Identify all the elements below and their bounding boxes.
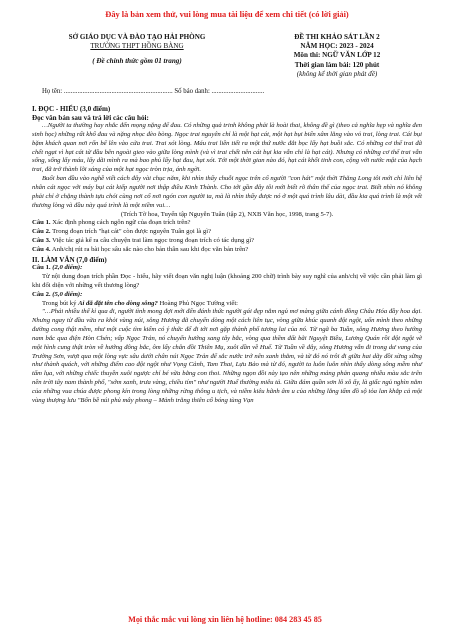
time-limit: Thời gian làm bài: 120 phút xyxy=(294,60,380,69)
exam-header xyxy=(32,33,422,79)
question-2 xyxy=(32,228,422,237)
preview-banner: Đây là bản xem thử, vui lòng mua tài liệu để xem chi tiết (có lời giải) xyxy=(105,10,349,19)
question-3 xyxy=(32,237,422,246)
passage-paragraph-2: Buổi ban đầu vào nghề viết cách đây vài chục năm, khi nhìn thấy chuỗi ngọc trên cổ người "con hát" một thời Thăng Long tôi mới chỉ liên hệ nhân cát ngọc với máy bụi cát kiếp người nơi thập điều Kinh Thành. Cho tới gần đây tôi mới biết rõ thân thế của ngọc trai. Biết nhìn nó không phải chỉ ở chặng thành tựu chói cùng nơi cổ nơi ngón con người ta, mà là nhìn thấy được nó ở một quá trình lâu dài, đầu kia quá trình là một vết thương lòng và đầu này quá trình là một niềm vui… xyxy=(32,175,422,209)
question-label: Câu 4. xyxy=(32,246,51,254)
essay-question-1-text: Từ nội dung đoạn trích phần Đọc - hiểu, hãy viết đoạn văn nghị luận (khoảng 200 chữ) trình bày suy nghĩ của anh/chị về việc cần phải làm gì khi đối diện với những vết thương lòng? xyxy=(32,272,422,289)
essay-question-1-heading xyxy=(32,264,422,273)
question-text: Việc tác giả kể ra câu chuyện trai làm ngọc trong đoạn trích có tác dụng gì? xyxy=(50,237,255,245)
question-label: Câu 2. xyxy=(32,228,51,236)
question-label: Câu 2. xyxy=(32,290,51,298)
passage-source: (Trích Tờ hoa, Tuyển tập Nguyễn Tuân (tập 2), NXB Văn học, 1998, trang 5-7). xyxy=(120,210,334,218)
question-points: (2,0 điểm): xyxy=(52,264,83,271)
question-4 xyxy=(32,246,422,255)
header-right xyxy=(252,33,422,79)
question-text: Trong đoạn trích "hạt cát" còn được nguyên Tuân gọi là gì? xyxy=(50,228,212,236)
question-text: Xác định phong cách ngôn ngữ của đoạn trích trên? xyxy=(50,219,191,227)
essay-quote: "…Phải nhiều thế kỉ qua đi, người tình mong đợi mới đến đánh thức người gái đẹp nằm ngủ mơ màng giữa cánh đồng Châu Hóa đầy hoa dại. Nhưng ngay từ đầu vừa ra khỏi vùng núi, sông Hương đã chuyển dòng một cách liên tục, vòng giữa khúc quanh đột ngột, uốn mình theo những đường cong thật mềm, như một cuộc tìm kiếm có ý thức để đi tới nơi gặp thành phố tương lai của nó. Từ ngã ba Tuần, sông Hương theo hướng nam bắc qua điện Hòn Chén; vấp Ngọc Trản, nó chuyển hướng sang tây bắc, vòng qua thềm đất bãi Nguyệt Biều, Lương Quán rồi đột ngột vẽ một hình cung thật tròn về hướng đông bắc, ôm lấy chân đồi Thiên Mụ, xuôi dần về Huế. Từ Tuần về đây, sông Hương vẫn đi trong dư vang của Trường Sơn, vượt qua một lòng vực sâu dưới chân núi Ngọc Trản để sắc nước trở nên xanh thẳm, và từ đó nó trôi đi giữa hai dãy đồi sừng sững như thành quách, với những điểm cao đột ngột như Vọng Cảnh, Tam Thai, Lựu Bảo mà từ đó, người ta luôn luôn nhìn thấy dòng sông mềm như tấm lụa, với những chiếc thuyền xuôi ngược chỉ bé vừa bằng con thoi. Những ngọn đồi này tạo nên những mảng phản quang nhiều màu sắc trên nền trời tây nam thành phố, "sớm xanh, trưa vàng, chiều tím" như người Huế thường miêu tả. Giữa đám quần sơn lô xô ấy, là giấc ngủ nghìn năm của những vua chúa được phong kín trong lòng những rừng thông u tịch, và niềm kiêu hãnh âm u của những lăng tẩm đồ sộ tỏa lan khắp cả một vùng thượng lưu "Bốn bề núi phủ mây phong – Mảnh trăng thiên cổ bóng tùng Vạn xyxy=(32,308,422,404)
exam-title: ĐỀ THI KHẢO SÁT LẦN 2 xyxy=(294,33,380,41)
part1-title: I. ĐỌC - HIỂU (3,0 điểm) xyxy=(32,105,111,114)
time-note: (không kể thời gian phát đề) xyxy=(296,69,378,78)
intro-text: Hoàng Phủ Ngọc Tường viết: xyxy=(157,299,239,307)
work-title: Ai đã đặt tên cho dòng sông? xyxy=(78,299,158,307)
part1-instruction: Đọc văn bản sau và trả lời các câu hỏi: xyxy=(32,114,149,123)
department-name: SỞ GIÁO DỤC VÀ ĐÀO TẠO HẢI PHÒNG xyxy=(68,33,206,41)
essay-question-2-intro xyxy=(32,300,422,309)
essay-question-2-heading xyxy=(32,291,422,300)
school-name: TRƯỜNG THPT HỒNG BÀNG xyxy=(90,42,184,51)
subject: Môn thi: NGỮ VĂN LỚP 12 xyxy=(293,51,381,60)
candidate-line: Họ tên: ................................................................ Số báo danh: ............................... xyxy=(42,88,265,96)
question-1 xyxy=(32,219,422,228)
part2-title: II. LÀM VĂN (7,0 điểm) xyxy=(32,256,107,264)
header-left xyxy=(32,33,242,79)
passage-paragraph-1: …Người ta thường hay nhắc đến mọng nặng để đau. Có những quả trinh không phải là hoài thai, không đề gì (theo cả nghĩa hẹp và nghĩa đen sinh học) những rất khổ đau và nặng nhọc đèo bòng. Ngọc trai nguyên chỉ là một hạt cát, một hạt bụi biển xâm lăng vào vỏ trai, lòng trai. Cái bụi bặm khách quan nơi rốn bể lên vào cửa trai. Trai xót lòng. Máu trai liền tiết ra một thứ nước đắt bọc lấy hạt buồi sắc. Có những cơ thể trai đã chết ngạt vì hạt cát từ đầu bên ngoài gieo vào giữa lòng mình (và vì trai chết nên cát bụi kia vẫn chỉ là hạt cát). Nhưng có những cơ thể trai vẫn sống, sống lấy máu, lấy dãi mình ra mà bao phủ lấy hạt đau, hạt xót. Tới một thời gian nào đó, hạt cát khối tinh con, cộng với nước mật của hạch trai, đã trở thành lõi sáng của một hạt ngọc tròn trịa, ánh ngời. xyxy=(32,122,422,174)
question-label: Câu 1. xyxy=(32,219,51,227)
hotline-footer: Mọi thắc mắc vui lòng xin liên hệ hotline: 084 283 45 85 xyxy=(128,615,322,624)
official-note: ( Đề chính thức gồm 01 trang) xyxy=(92,57,182,66)
question-text: Anh/chị rút ra bài học sâu sắc nào cho bản thân sau khi đọc văn bản trên? xyxy=(50,246,249,254)
question-label: Câu 3. xyxy=(32,237,51,245)
intro-text: Trong bút ký xyxy=(42,299,79,307)
school-year: NĂM HỌC: 2023 - 2024 xyxy=(300,42,374,51)
question-label: Câu 1. xyxy=(32,264,51,271)
question-points: (5,0 điểm): xyxy=(52,290,83,298)
